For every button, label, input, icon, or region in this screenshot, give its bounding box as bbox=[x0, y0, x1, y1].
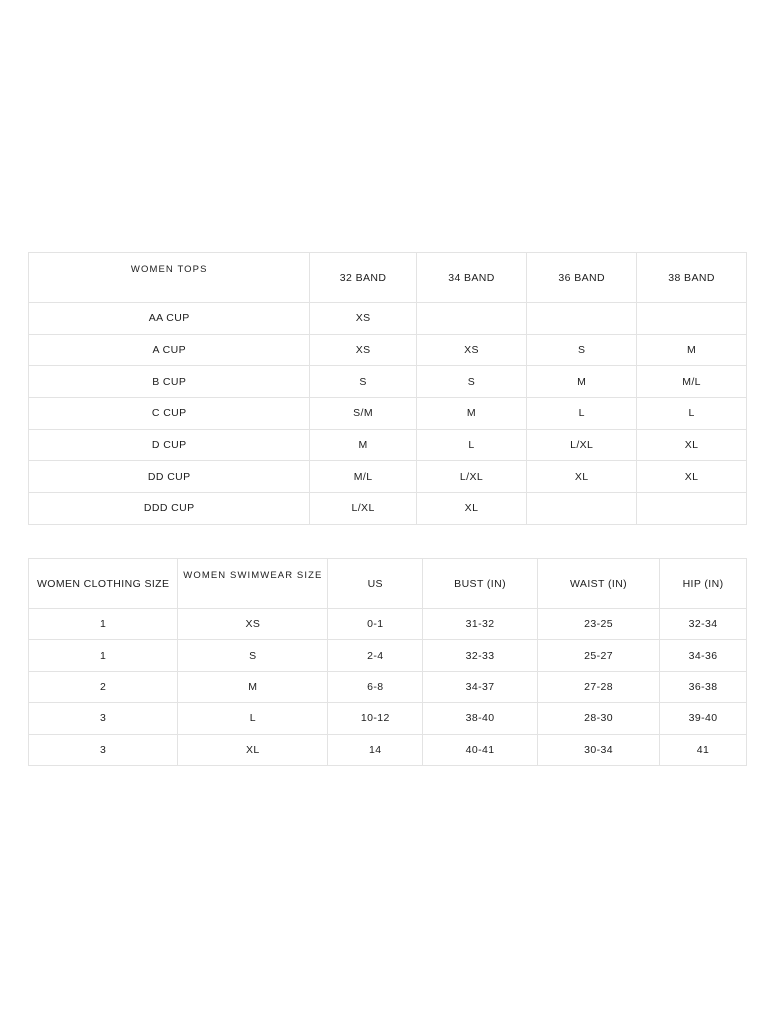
table-row bbox=[29, 703, 747, 734]
table-cell: M bbox=[637, 334, 747, 366]
row-label-cell: D CUP bbox=[29, 429, 310, 461]
table-cell: 32-34 bbox=[660, 609, 747, 640]
table-cell: 14 bbox=[328, 734, 423, 765]
header-row bbox=[29, 253, 747, 303]
table-row bbox=[29, 734, 747, 765]
table-cell: 6-8 bbox=[328, 671, 423, 702]
table-cell: 0-1 bbox=[328, 609, 423, 640]
table-cell: L/XL bbox=[416, 461, 527, 493]
table-cell: XL bbox=[637, 461, 747, 493]
table-row bbox=[29, 398, 747, 430]
table-cell: 28-30 bbox=[538, 703, 660, 734]
table-cell: M bbox=[416, 398, 527, 430]
table-cell: XS bbox=[310, 303, 416, 335]
row-label-cell: A CUP bbox=[29, 334, 310, 366]
header-cell-34-band: 34 BAND bbox=[416, 253, 527, 303]
row-label-cell: 1 bbox=[29, 609, 178, 640]
table-cell: M bbox=[178, 671, 328, 702]
table-row bbox=[29, 640, 747, 671]
table-cell bbox=[527, 303, 637, 335]
table-cell bbox=[637, 303, 747, 335]
table-cell: M bbox=[527, 366, 637, 398]
table-cell: 31-32 bbox=[423, 609, 538, 640]
table-cell bbox=[637, 493, 747, 525]
table-cell: L bbox=[416, 429, 527, 461]
row-label-cell: 1 bbox=[29, 640, 178, 671]
table-cell: M bbox=[310, 429, 416, 461]
row-label-cell: B CUP bbox=[29, 366, 310, 398]
table-cell: XS bbox=[416, 334, 527, 366]
table-cell: XL bbox=[637, 429, 747, 461]
table-cell: 39-40 bbox=[660, 703, 747, 734]
table-cell: S/M bbox=[310, 398, 416, 430]
table-cell: 10-12 bbox=[328, 703, 423, 734]
table-cell: 41 bbox=[660, 734, 747, 765]
header-cell-32-band: 32 BAND bbox=[310, 253, 416, 303]
table-cell: 25-27 bbox=[538, 640, 660, 671]
table-cell: 36-38 bbox=[660, 671, 747, 702]
header-row bbox=[29, 559, 747, 609]
table-row bbox=[29, 366, 747, 398]
row-label-cell: DD CUP bbox=[29, 461, 310, 493]
row-label-cell: 2 bbox=[29, 671, 178, 702]
header-cell-bust-in: BUST (IN) bbox=[423, 559, 538, 609]
table-row bbox=[29, 303, 747, 335]
table-cell bbox=[416, 303, 527, 335]
table-cell: XS bbox=[310, 334, 416, 366]
table-cell: 23-25 bbox=[538, 609, 660, 640]
table-cell: 34-37 bbox=[423, 671, 538, 702]
row-label-cell: AA CUP bbox=[29, 303, 310, 335]
table-row bbox=[29, 461, 747, 493]
table-cell bbox=[527, 493, 637, 525]
women-tops-size-table bbox=[28, 252, 747, 525]
header-cell-us: US bbox=[328, 559, 423, 609]
table-cell: M/L bbox=[310, 461, 416, 493]
table-cell: M/L bbox=[637, 366, 747, 398]
table-row bbox=[29, 609, 747, 640]
table-cell: S bbox=[178, 640, 328, 671]
table-cell: 27-28 bbox=[538, 671, 660, 702]
table-cell: L bbox=[178, 703, 328, 734]
table-cell: 34-36 bbox=[660, 640, 747, 671]
table-cell: S bbox=[416, 366, 527, 398]
table-cell: 38-40 bbox=[423, 703, 538, 734]
table-cell: XL bbox=[416, 493, 527, 525]
header-cell-women-clothing-size: WOMEN CLOTHING SIZE bbox=[29, 559, 178, 609]
women-tops-size-table-grid bbox=[28, 252, 747, 525]
women-swimwear-size-table bbox=[28, 558, 747, 766]
table-cell: XL bbox=[527, 461, 637, 493]
table-cell: 2-4 bbox=[328, 640, 423, 671]
header-cell-women-swimwear-size: WOMEN SWIMWEAR SIZE bbox=[178, 559, 328, 609]
header-cell-36-band: 36 BAND bbox=[527, 253, 637, 303]
table-cell: XS bbox=[178, 609, 328, 640]
table-cell: L/XL bbox=[527, 429, 637, 461]
row-label-cell: DDD CUP bbox=[29, 493, 310, 525]
table-row bbox=[29, 334, 747, 366]
header-cell-38-band: 38 BAND bbox=[637, 253, 747, 303]
table-row bbox=[29, 671, 747, 702]
header-cell-waist-in: WAIST (IN) bbox=[538, 559, 660, 609]
header-cell-women-tops: WOMEN TOPS bbox=[29, 253, 310, 303]
table-cell: L bbox=[527, 398, 637, 430]
header-cell-hip-in: HIP (IN) bbox=[660, 559, 747, 609]
table-cell: L/XL bbox=[310, 493, 416, 525]
table-cell: S bbox=[527, 334, 637, 366]
table-row bbox=[29, 493, 747, 525]
table-cell: 32-33 bbox=[423, 640, 538, 671]
table-cell: 30-34 bbox=[538, 734, 660, 765]
row-label-cell: C CUP bbox=[29, 398, 310, 430]
row-label-cell: 3 bbox=[29, 734, 178, 765]
table-row bbox=[29, 429, 747, 461]
table-cell: 40-41 bbox=[423, 734, 538, 765]
women-swimwear-size-table-grid bbox=[28, 558, 747, 766]
row-label-cell: 3 bbox=[29, 703, 178, 734]
table-cell: S bbox=[310, 366, 416, 398]
table-cell: L bbox=[637, 398, 747, 430]
table-cell: XL bbox=[178, 734, 328, 765]
